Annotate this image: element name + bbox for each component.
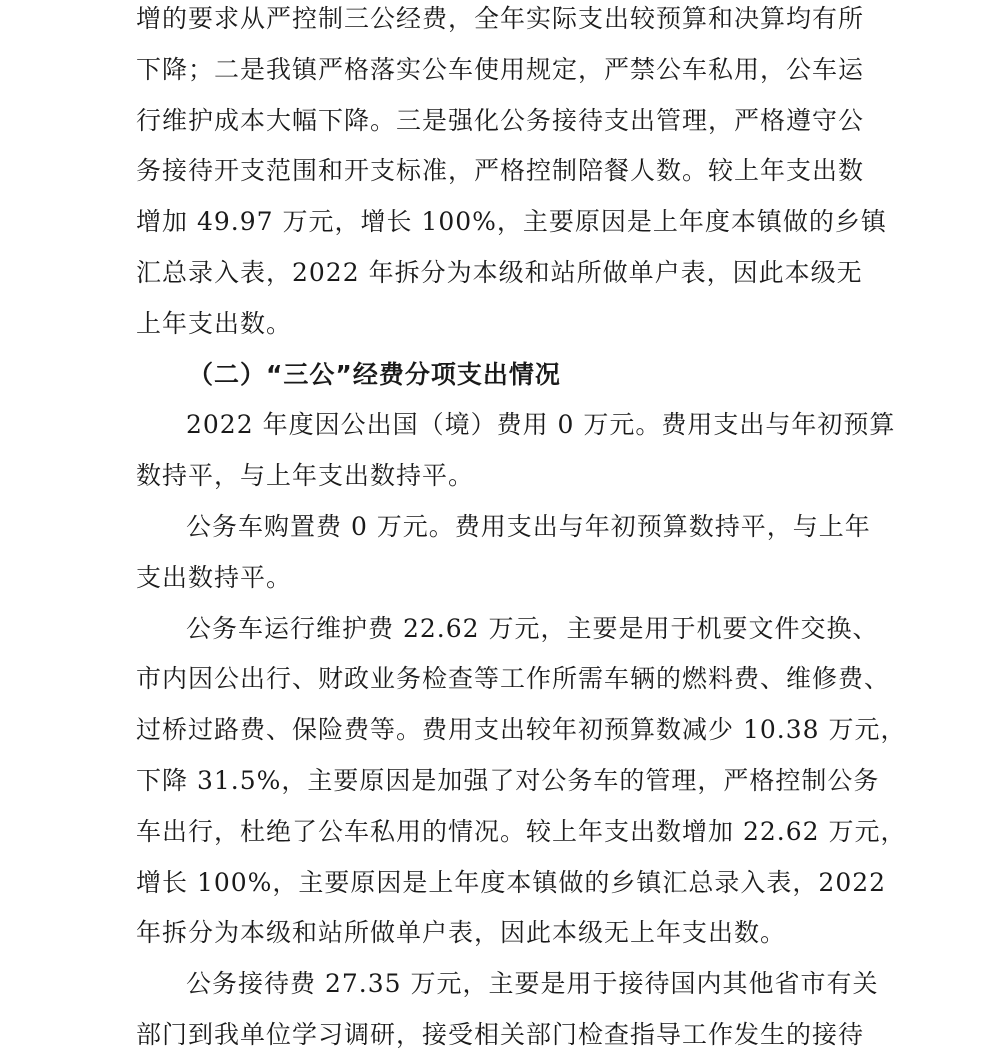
paragraph-line: 数持平，与上年支出数持平。 — [136, 461, 475, 491]
document-body — [136, 0, 907, 1061]
paragraph-line: 务接待开支范围和开支标准，严格控制陪餐人数。较上年支出数 — [136, 156, 865, 186]
paragraph-line: 增长 100%，主要原因是上年度本镇做的乡镇汇总录入表，2022 — [136, 867, 887, 897]
paragraph-line: 2022 年度因公出国（境）费用 0 万元。费用支出与年初预算 — [186, 410, 896, 440]
paragraph-line: 公务接待费 27.35 万元，主要是用于接待国内其他省市有关 — [186, 969, 879, 999]
paragraph-line: 公务车购置费 0 万元。费用支出与年初预算数持平，与上年 — [186, 511, 871, 541]
paragraph-line: 下降；二是我镇严格落实公车使用规定，严禁公车私用，公车运 — [136, 54, 865, 84]
paragraph-line: 车出行，杜绝了公车私用的情况。较上年支出数增加 22.62 万元， — [136, 816, 907, 846]
paragraph-line: 过桥过路费、保险费等。费用支出较年初预算数减少 10.38 万元， — [136, 715, 907, 745]
paragraph-line: 年拆分为本级和站所做单户表，因此本级无上年支出数。 — [136, 918, 787, 948]
paragraph-line: 行维护成本大幅下降。三是强化公务接待支出管理，严格遵守公 — [136, 105, 865, 135]
paragraph-line: 公务车运行维护费 22.62 万元，主要是用于机要文件交换、 — [186, 613, 879, 643]
paragraph-line: 市内因公出行、财政业务检查等工作所需车辆的燃料费、维修费、 — [136, 664, 891, 694]
paragraph-line: 增加 49.97 万元，增长 100%，主要原因是上年度本镇做的乡镇 — [136, 207, 887, 237]
paragraph-line: 支出数持平。 — [136, 562, 293, 592]
paragraph-line: 部门到我单位学习调研，接受相关部门检查指导工作发生的接待 — [136, 1019, 865, 1049]
paragraph-line: 上年支出数。 — [136, 308, 293, 338]
paragraph-line: 下降 31.5%，主要原因是加强了对公务车的管理，严格控制公务 — [136, 765, 880, 795]
paragraph-line: 汇总录入表，2022 年拆分为本级和站所做单户表，因此本级无 — [136, 257, 863, 287]
paragraph-line: 增的要求从严控制三公经费，全年实际支出较预算和决算均有所 — [136, 4, 865, 33]
section-heading: （二）“三公”经费分项支出情况 — [188, 359, 561, 389]
